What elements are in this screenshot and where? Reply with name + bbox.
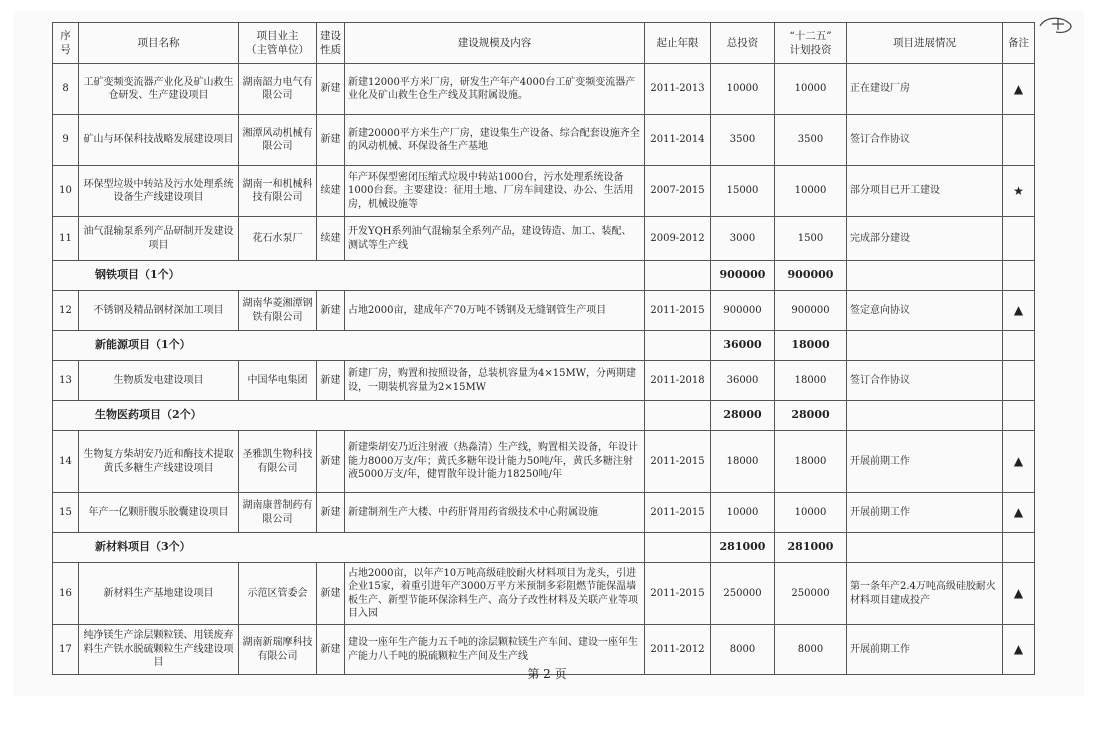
row-remark (1003, 361, 1035, 401)
category-progress (847, 261, 1003, 291)
row-scope: 新建20000平方米生产厂房，建设集生产设备、综合配套设施齐全的风动机械、环保设备生产基地 (345, 115, 645, 166)
category-label: 生物医药项目（2个） (53, 401, 645, 431)
row-plan: 18000 (775, 431, 847, 493)
row-no: 13 (53, 361, 79, 401)
row-progress: 正在建设厂房 (847, 64, 1003, 115)
category-progress (847, 331, 1003, 361)
row-remark: ▲ (1003, 563, 1035, 625)
row-remark (1003, 217, 1035, 261)
row-name: 矿山与环保科技战略发展建设项目 (79, 115, 239, 166)
row-scope: 年产环保型密闭压缩式垃圾中转站1000台，污水处理系统设备1000台套。主要建设：征用土地、厂房车间建设、办公、生活用房，机械设施等 (345, 166, 645, 217)
row-nature: 新建 (317, 431, 345, 493)
row-owner: 湖南华菱湘潭钢铁有限公司 (239, 291, 317, 331)
row-owner: 湖南新瑞摩科技有限公司 (239, 625, 317, 675)
header-nature: 建设 性质 (317, 23, 345, 64)
table-row (53, 166, 1035, 217)
category-progress (847, 533, 1003, 563)
row-total: 250000 (711, 563, 775, 625)
row-nature: 新建 (317, 625, 345, 675)
table-row (53, 563, 1035, 625)
row-progress: 完成部分建设 (847, 217, 1003, 261)
row-period: 2007-2015 (645, 166, 711, 217)
category-total: 281000 (711, 533, 775, 563)
header-total: 总投资 (711, 23, 775, 64)
row-nature: 新建 (317, 563, 345, 625)
row-progress: 开展前期工作 (847, 493, 1003, 533)
row-remark: ▲ (1003, 625, 1035, 675)
row-nature: 续建 (317, 166, 345, 217)
row-owner: 湖南韶力电气有限公司 (239, 64, 317, 115)
row-period: 2011-2012 (645, 625, 711, 675)
row-remark: ★ (1003, 166, 1035, 217)
row-period: 2011-2014 (645, 115, 711, 166)
row-remark: ▲ (1003, 431, 1035, 493)
row-name: 环保型垃圾中转站及污水处理系统设备生产线建设项目 (79, 166, 239, 217)
row-owner: 湖南康普制药有限公司 (239, 493, 317, 533)
row-scope: 新建制剂生产大楼、中药肝肾用药省级技术中心附属设施 (345, 493, 645, 533)
row-no: 8 (53, 64, 79, 115)
row-scope: 占地2000亩，建成年产70万吨不锈钢及无缝钢管生产项目 (345, 291, 645, 331)
row-plan: 10000 (775, 493, 847, 533)
row-scope: 占地2000亩，以年产10万吨高级硅胶耐火材料项目为龙头，引进企业15家，着重引进年产3000万平方米预制多彩阻燃节能保温墙板生产、新型节能环保涂料生产、高分子改性材料及关联产业等项目入园 (345, 563, 645, 625)
row-no: 17 (53, 625, 79, 675)
row-period: 2011-2015 (645, 431, 711, 493)
row-period: 2011-2015 (645, 493, 711, 533)
row-progress: 签订合作协议 (847, 361, 1003, 401)
row-remark: ▲ (1003, 64, 1035, 115)
row-nature: 新建 (317, 291, 345, 331)
row-scope: 新建12000平方米厂房，研发生产年产4000台工矿变频变流器产业化及矿山救生仓生产线及其附属设施。 (345, 64, 645, 115)
category-row (53, 331, 1035, 361)
table-row (53, 291, 1035, 331)
header-no: 序号 (53, 23, 79, 64)
row-no: 9 (53, 115, 79, 166)
category-total: 36000 (711, 331, 775, 361)
category-period (645, 331, 711, 361)
row-scope: 新建厂房，购置和按照设备，总装机容量为4×15MW，分两期建设，一期装机容量为2×15MW (345, 361, 645, 401)
row-total: 3000 (711, 217, 775, 261)
row-name: 生物质发电建设项目 (79, 361, 239, 401)
row-total: 10000 (711, 64, 775, 115)
page-number: 第 2 页 (527, 667, 567, 681)
table-header (53, 23, 1035, 64)
row-no: 14 (53, 431, 79, 493)
row-plan: 900000 (775, 291, 847, 331)
row-progress: 签订合作协议 (847, 115, 1003, 166)
row-plan: 18000 (775, 361, 847, 401)
row-name: 工矿变频变流器产业化及矿山救生仓研发、生产建设项目 (79, 64, 239, 115)
row-owner: 圣雅凯生物科技有限公司 (239, 431, 317, 493)
category-row (53, 401, 1035, 431)
category-label: 钢铁项目（1个） (53, 261, 645, 291)
row-name: 年产一亿颗肝腹乐胶囊建设项目 (79, 493, 239, 533)
row-owner: 湘潭风动机械有限公司 (239, 115, 317, 166)
category-progress (847, 401, 1003, 431)
row-name: 不锈钢及精品钢材深加工项目 (79, 291, 239, 331)
category-period (645, 261, 711, 291)
row-name: 纯净镁生产涂层颗粒镁、用镁废弃料生产铁水脱硫颗粒生产线建设项目 (79, 625, 239, 675)
header-owner: 项目业主 （主管单位） (239, 23, 317, 64)
category-remark (1003, 261, 1035, 291)
header-period: 起止年限 (645, 23, 711, 64)
row-progress: 部分项目已开工建设 (847, 166, 1003, 217)
row-nature: 新建 (317, 64, 345, 115)
row-period: 2011-2015 (645, 563, 711, 625)
header-progress: 项目进展情况 (847, 23, 1003, 64)
row-plan: 3500 (775, 115, 847, 166)
row-period: 2011-2013 (645, 64, 711, 115)
category-remark (1003, 401, 1035, 431)
project-table (52, 22, 1035, 675)
row-plan: 1500 (775, 217, 847, 261)
header-scope: 建设规模及内容 (345, 23, 645, 64)
row-nature: 新建 (317, 115, 345, 166)
row-owner: 示范区管委会 (239, 563, 317, 625)
row-nature: 新建 (317, 361, 345, 401)
row-progress: 签定意向协议 (847, 291, 1003, 331)
category-row (53, 533, 1035, 563)
row-period: 2011-2015 (645, 291, 711, 331)
row-remark (1003, 115, 1035, 166)
row-owner: 中国华电集团 (239, 361, 317, 401)
category-remark (1003, 533, 1035, 563)
row-progress: 开展前期工作 (847, 431, 1003, 493)
row-scope: 开发YQH系列油气混输泵全系列产品，建设铸造、加工、装配、测试等生产线 (345, 217, 645, 261)
row-plan: 250000 (775, 563, 847, 625)
row-progress: 开展前期工作 (847, 625, 1003, 675)
row-no: 10 (53, 166, 79, 217)
category-plan: 18000 (775, 331, 847, 361)
row-name: 油气混输泵系列产品研制开发建设项目 (79, 217, 239, 261)
category-remark (1003, 331, 1035, 361)
row-nature: 新建 (317, 493, 345, 533)
row-no: 11 (53, 217, 79, 261)
row-name: 新材料生产基地建设项目 (79, 563, 239, 625)
row-total: 15000 (711, 166, 775, 217)
row-total: 36000 (711, 361, 775, 401)
table-row (53, 361, 1035, 401)
row-no: 12 (53, 291, 79, 331)
row-scope: 新建柴胡安乃近注射液（热淼清）生产线，购置相关设备，年设计能力8000万支/年；黄氏多糖年设计能力50吨/年，黄氏多糖注射液5000万支/年，健胃散年设计能力18250吨/年 (345, 431, 645, 493)
table-row (53, 493, 1035, 533)
table-row (53, 431, 1035, 493)
row-plan: 10000 (775, 64, 847, 115)
header-plan: “十二五” 计划投资 (775, 23, 847, 64)
row-period: 2009-2012 (645, 217, 711, 261)
row-plan: 8000 (775, 625, 847, 675)
category-period (645, 533, 711, 563)
row-progress: 第一条年产2.4万吨高级硅胶耐火材料项目建成投产 (847, 563, 1003, 625)
category-plan: 28000 (775, 401, 847, 431)
category-plan: 900000 (775, 261, 847, 291)
row-nature: 续建 (317, 217, 345, 261)
row-plan: 10000 (775, 166, 847, 217)
header-name: 项目名称 (79, 23, 239, 64)
row-period: 2011-2018 (645, 361, 711, 401)
row-total: 10000 (711, 493, 775, 533)
category-plan: 281000 (775, 533, 847, 563)
category-total: 28000 (711, 401, 775, 431)
handwritten-mark (1036, 12, 1076, 40)
category-total: 900000 (711, 261, 775, 291)
row-remark: ▲ (1003, 493, 1035, 533)
table-row (53, 64, 1035, 115)
category-label: 新材料项目（3个） (53, 533, 645, 563)
row-total: 3500 (711, 115, 775, 166)
row-owner: 湖南一和机械科技有限公司 (239, 166, 317, 217)
row-no: 15 (53, 493, 79, 533)
row-total: 900000 (711, 291, 775, 331)
row-owner: 花石水泵厂 (239, 217, 317, 261)
row-name: 生物复方柴胡安乃近和酶技术提取黄氏多糖生产线建设项目 (79, 431, 239, 493)
row-scope: 建设一座年生产能力五千吨的涂层颗粒镁生产车间、建设一座年生产能力八千吨的脱硫颗粒生产间及生产线 (345, 625, 645, 675)
category-label: 新能源项目（1个） (53, 331, 645, 361)
row-total: 18000 (711, 431, 775, 493)
table-row (53, 217, 1035, 261)
row-no: 16 (53, 563, 79, 625)
category-row (53, 261, 1035, 291)
category-period (645, 401, 711, 431)
row-total: 8000 (711, 625, 775, 675)
header-remark: 备注 (1003, 23, 1035, 64)
table-row (53, 115, 1035, 166)
row-remark: ▲ (1003, 291, 1035, 331)
